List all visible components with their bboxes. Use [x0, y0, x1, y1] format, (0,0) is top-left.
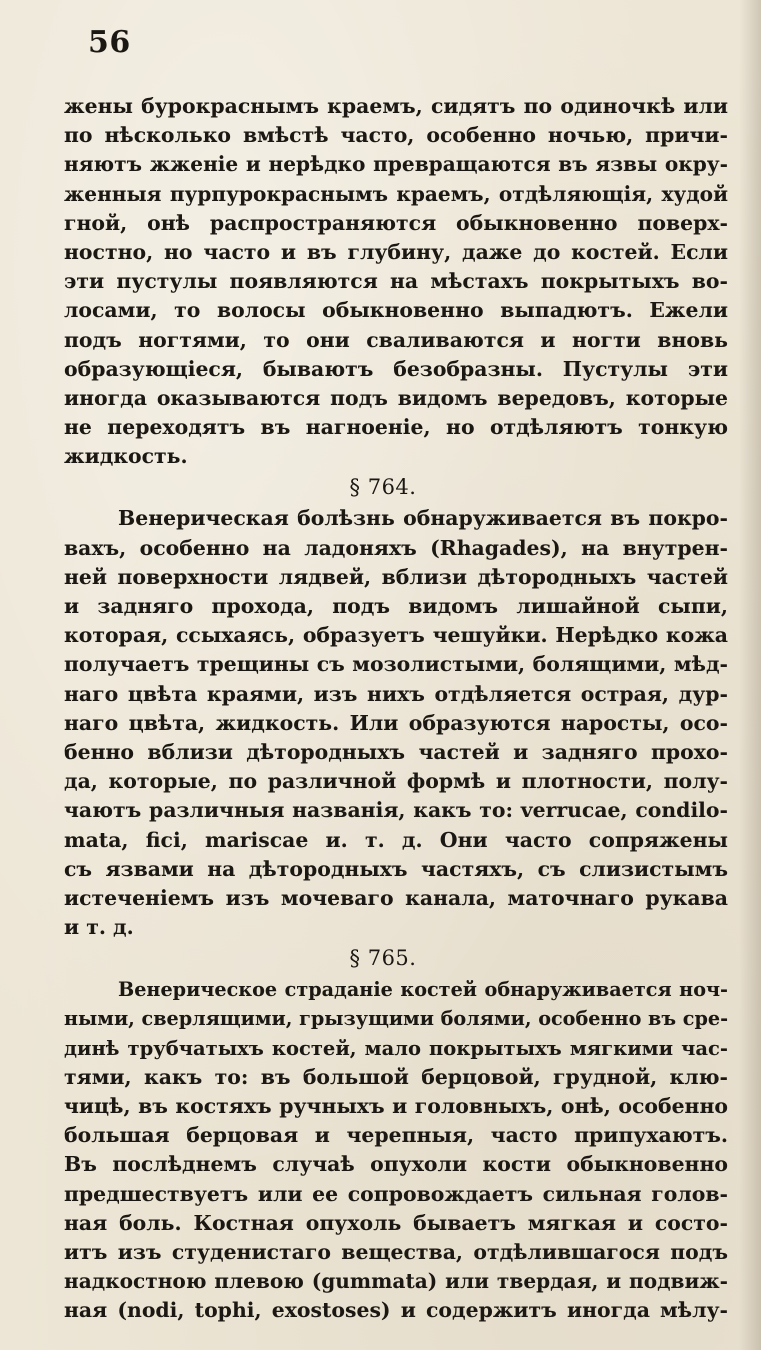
text-line: жены бурокраснымъ краемъ, сидятъ по одиночкѣ или	[64, 94, 728, 118]
paragraph-765	[64, 975, 728, 1325]
text-line: съ язвами на дѣтородныхъ частяхъ, съ слизистымъ	[64, 856, 728, 881]
text-line: наго цвѣта краями, изъ нихъ отдѣляется острая, дур-	[64, 681, 728, 706]
text-line: динѣ трубчатыхъ костей, мало покрытыхъ мягкими час-	[64, 1036, 728, 1060]
text-line: ная (nodi, tophi, exostoses) и содержитъ иногда мѣлу-	[64, 1298, 728, 1323]
text-line: и т. д.	[64, 915, 134, 940]
text-body	[64, 92, 728, 1326]
text-line: не переходятъ въ нагноеніе, но отдѣляютъ тонкую	[64, 415, 728, 440]
text-line: образующіеся, бываютъ безобразны. Пустулы эти	[64, 356, 728, 381]
text-line: большая берцовая и черепныя, часто припухаютъ.	[64, 1123, 728, 1148]
text-line: mata, fici, mariscae и. т. д. Они часто сопряжены	[64, 827, 728, 852]
text-line: истеченіемъ изъ мочеваго канала, маточнаго рукава	[64, 885, 728, 910]
text-line: предшествуетъ или ее сопровождаетъ сильная голов-	[64, 1181, 728, 1206]
text-line: бенно вблизи дѣтородныхъ частей и задняго прохо-	[64, 739, 728, 764]
text-line: да, которые, по различной формѣ и плотности, полу-	[64, 769, 728, 794]
text-line: эти пустулы появляются на мѣстахъ покрытыхъ во-	[64, 269, 728, 294]
text-line: ней поверхности лядвей, вблизи дѣтородныхъ частей	[64, 564, 728, 589]
section-heading-765: § 765.	[349, 946, 417, 971]
text-line: которая, ссыхаясь, образуетъ чешуйки. Нерѣдко кожа	[64, 623, 728, 648]
text-line: Венерическое страданіе костей обнаруживается ноч-	[118, 978, 728, 1002]
text-line: женныя пурпурокраснымъ краемъ, отдѣляющія, худой	[64, 181, 728, 206]
text-line: жидкость.	[64, 444, 188, 469]
text-line: надкостною плевою (gummata) или твердая, и подвиж-	[64, 1269, 728, 1294]
paragraph-764	[64, 504, 728, 942]
text-line: иногда оказываются подъ видомъ вередовъ, которые	[64, 385, 728, 410]
text-line: итъ изъ студенистаго вещества, отдѣлившагося подъ	[64, 1239, 728, 1264]
text-line: и задняго прохода, подъ видомъ лишайной сыпи,	[64, 594, 728, 618]
text-line: тями, какъ то: въ большой берцовой, грудной, клю-	[64, 1064, 728, 1089]
text-line: наго цвѣта, жидкость. Или образуются наросты, осо-	[64, 710, 728, 735]
text-line: няютъ жженіе и нерѣдко превращаются въ язвы окру-	[64, 152, 728, 177]
text-line: Венерическая болѣзнь обнаруживается въ покро-	[118, 506, 728, 531]
page-number: 56	[88, 25, 131, 60]
text-line: лосами, то волосы обыкновенно выпадютъ. Ежели	[64, 298, 728, 323]
section-heading-764: § 764.	[349, 475, 417, 500]
text-line: ными, сверлящими, грызущими болями, особенно въ сре-	[64, 1007, 728, 1031]
text-line: ная боль. Костная опухоль бываетъ мягкая и состо-	[64, 1210, 728, 1235]
paragraph-continuation	[64, 92, 728, 471]
text-line: гной, онѣ распространяются обыкновенно поверх-	[64, 210, 728, 235]
text-line: вахъ, особенно на ладоняхъ (Rhagades), на внутрен-	[64, 535, 728, 560]
page-edge-shadow	[739, 0, 761, 1350]
text-line: ностно, но часто и въ глубину, даже до костей. Если	[64, 239, 728, 264]
text-line: чаютъ различныя названія, какъ то: verrucae, condilo-	[64, 798, 728, 823]
text-line: по нѣсколько вмѣстѣ часто, особенно ночью, причи-	[64, 123, 728, 148]
text-line: Въ послѣднемъ случаѣ опухоли кости обыкновенно	[64, 1152, 728, 1177]
text-line: получаетъ трещины съ мозолистыми, болящими, мѣд-	[64, 652, 728, 677]
text-line: чицѣ, въ костяхъ ручныхъ и головныхъ, онѣ, особенно	[64, 1094, 728, 1118]
text-line: подъ ногтями, то они сваливаются и ногти вновь	[64, 327, 728, 352]
